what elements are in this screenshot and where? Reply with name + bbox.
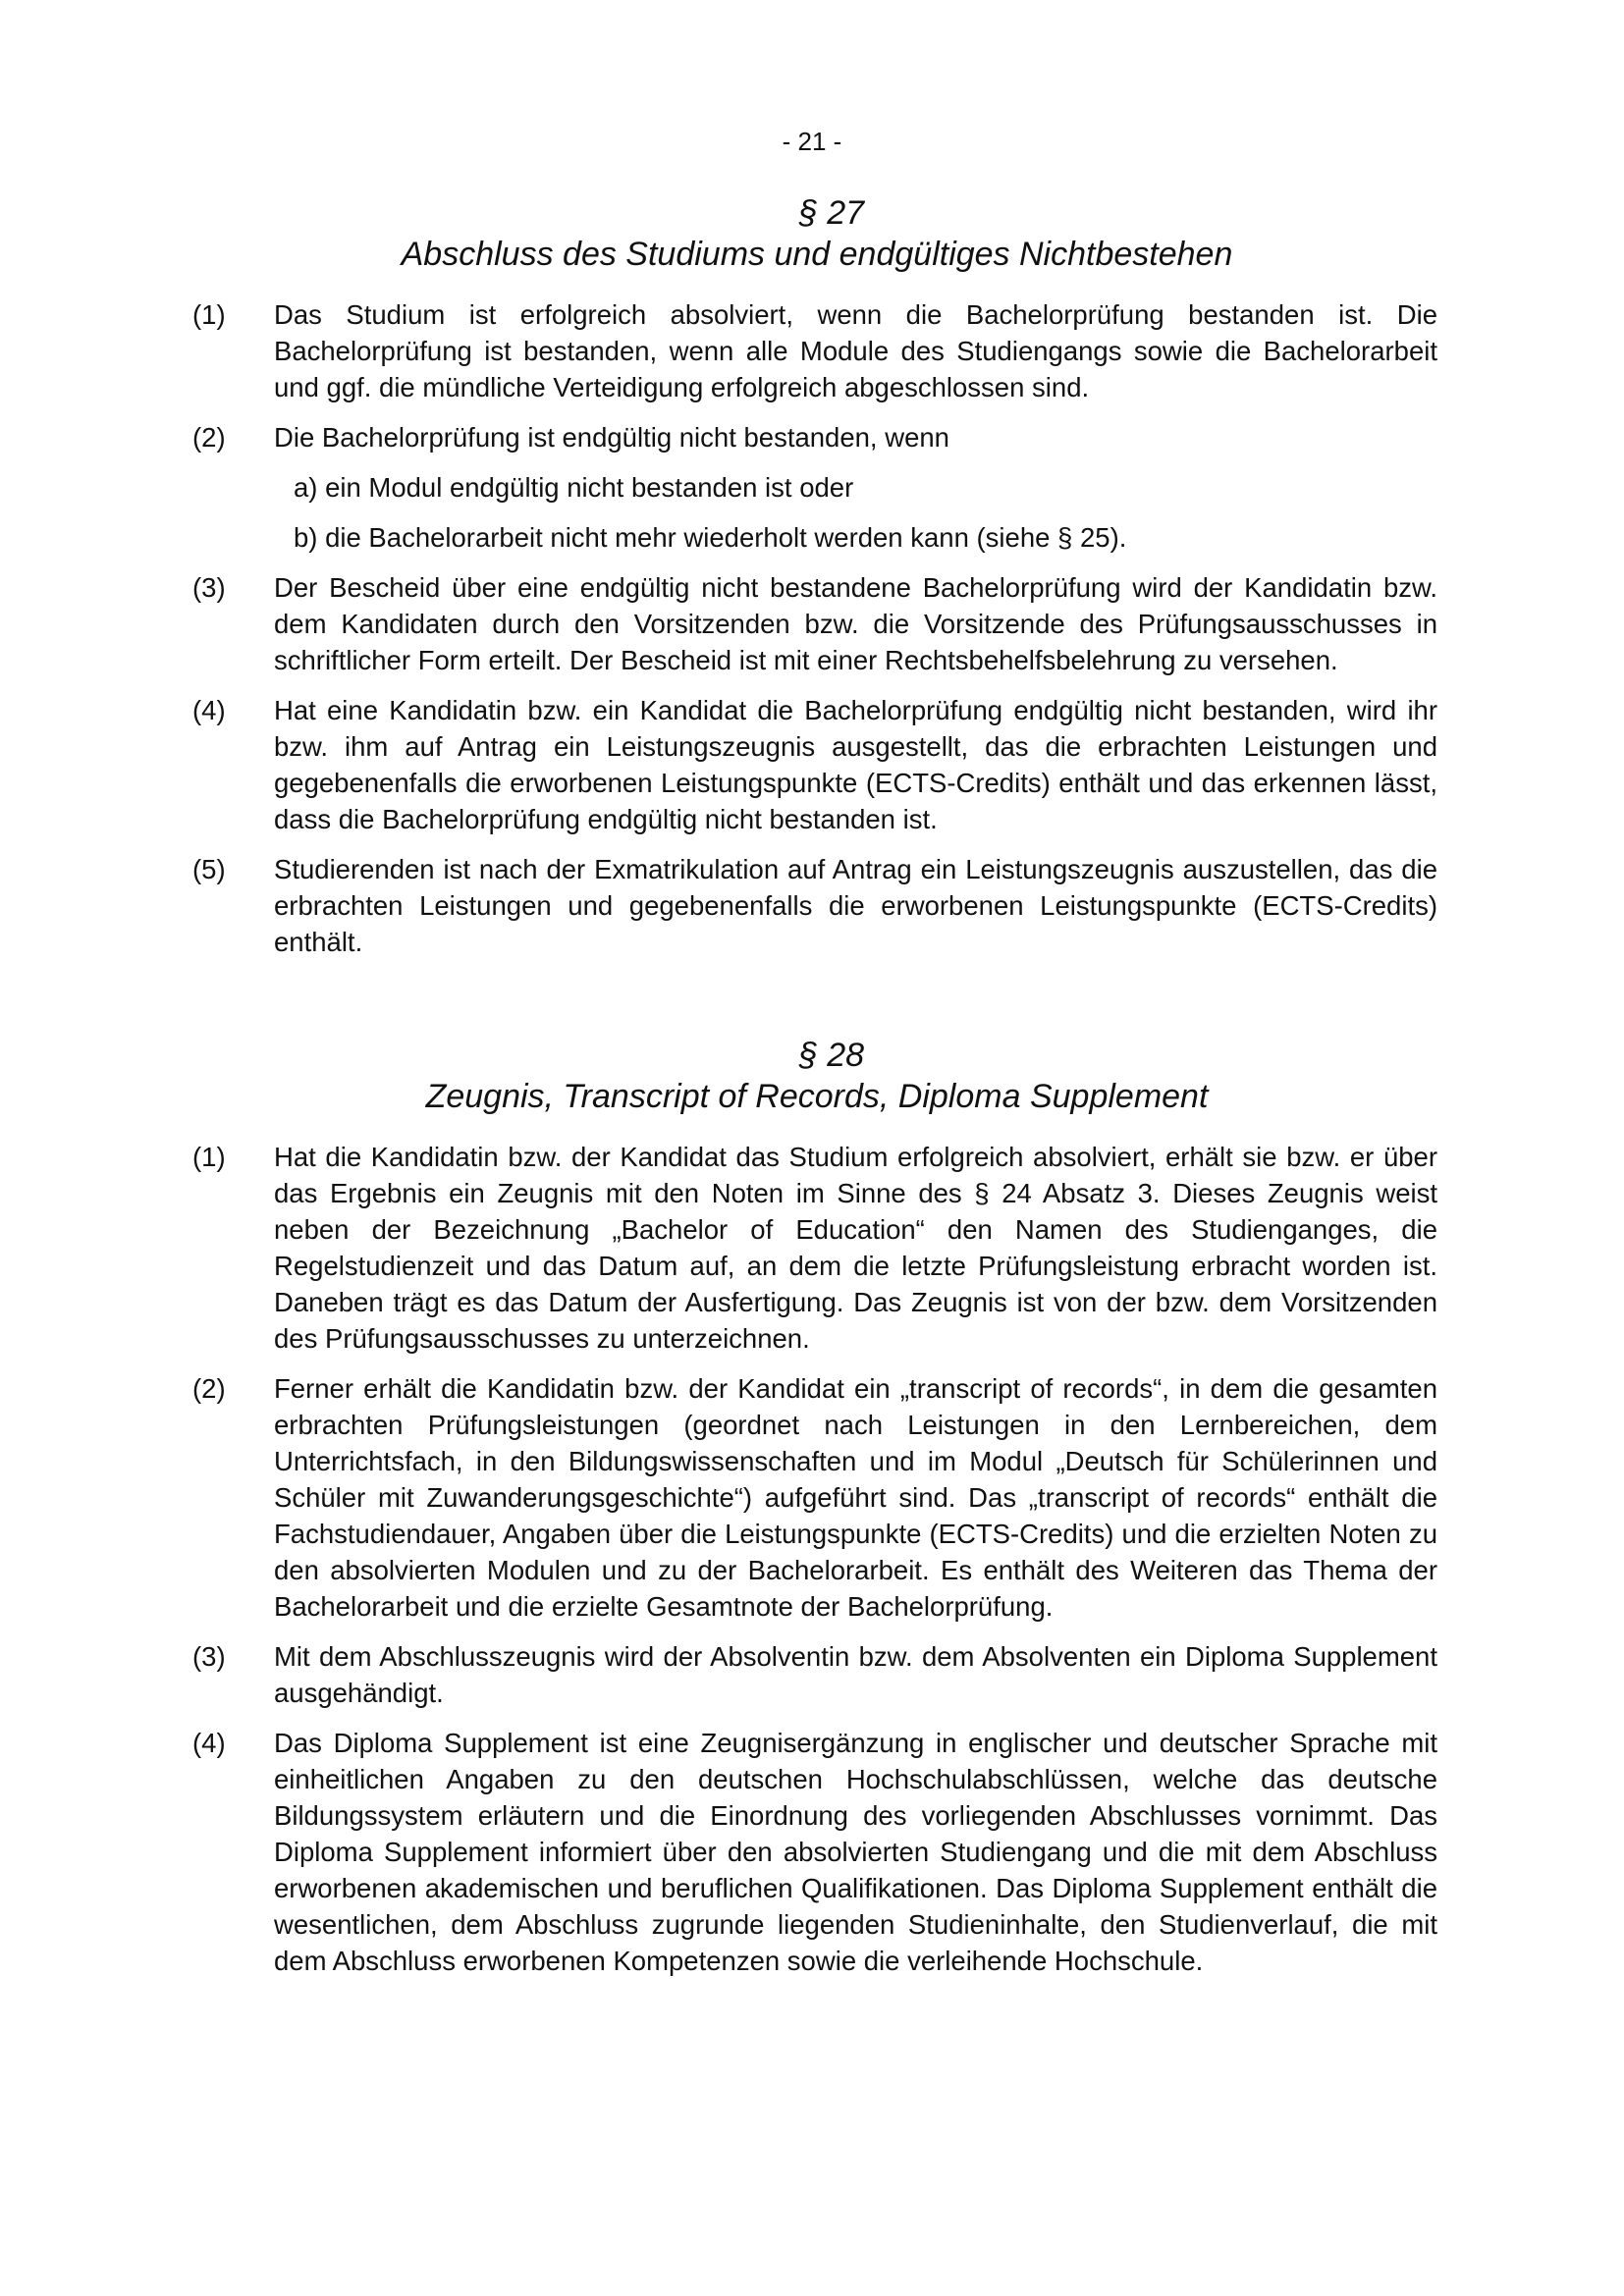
page-number: - 21 - — [782, 127, 842, 156]
section-28 — [0, 1035, 1624, 1979]
paragraph — [192, 1370, 1437, 1625]
paragraph — [192, 419, 1437, 455]
paragraph — [192, 1638, 1437, 1711]
paragraph-text: Die Bachelorprüfung ist endgültig nicht bestanden, wenn — [274, 422, 949, 453]
section-title: Abschluss des Studiums und endgültiges Nichtbestehen — [401, 236, 1233, 273]
section-27 — [0, 192, 1624, 960]
paragraph-text: Ferner erhält die Kandidatin bzw. der Kandidat ein „transcript of records“, in dem die gesamten erbrachten Prüfungsleistungen (geordnet nach Leistungen in den Lernbereichen, dem Unterrichtsfach, in den Bildungswissenschaften und im Modul „Deutsch für Schülerinnen und Schüler mit Zuwanderungsgeschichte“) aufgeführt sind. Das „transcript of records“ enthält die Fachstudiendauer, Angaben über die Leistungspunkte (ECTS-Credits) und die erzielten Noten zu den absolvierten Modulen und zu der Bachelorarbeit. Es enthält des Weiteren das Thema der Bachelorarbeit und die erzielte Gesamtnote der Bachelorprüfung. — [274, 1373, 1437, 1622]
list-item: b) die Bachelorarbeit nicht mehr wiederholt werden kann (siehe § 25). — [294, 522, 1127, 553]
section-number: § 28 — [798, 1037, 865, 1074]
paragraph — [192, 692, 1437, 837]
paragraph-number: (3) — [192, 572, 226, 603]
paragraph-number: (4) — [192, 1728, 226, 1758]
paragraph-text: Das Studium ist erfolgreich absolviert, wenn die Bachelorprüfung bestanden ist. Die Bachelorprüfung ist bestanden, wenn alle Module des Studiengangs sowie die Bachelorarbeit und ggf. die mündliche Verteidigung erfolgreich abgeschlossen sind. — [274, 299, 1437, 402]
paragraph-number: (1) — [192, 1142, 226, 1172]
list-item: a) ein Modul endgültig nicht bestanden ist oder — [294, 472, 854, 503]
paragraph-text: Hat die Kandidatin bzw. der Kandidat das Studium erfolgreich absolviert, erhält sie bzw. er über das Ergebnis ein Zeugnis mit den Noten im Sinne des § 24 Absatz 3. Dieses Zeugnis weist neben der Bezeichnung „Bachelor of Education“ den Namen des Studienganges, die Regelstudienzeit und das Datum auf, an dem die letzte Prüfungsleistung erbracht worden ist. Daneben trägt es das Datum der Ausfertigung. Das Zeugnis ist von der bzw. dem Vorsitzenden des Prüfungsausschusses zu unterzeichnen. — [274, 1142, 1437, 1354]
paragraph-number: (4) — [192, 695, 226, 725]
paragraph-text: Der Bescheid über eine endgültig nicht bestandene Bachelorprüfung wird der Kandidatin bzw. dem Kandidaten durch den Vorsitzenden bzw. die Vorsitzende des Prüfungsausschusses in schriftlicher Form erteilt. Der Bescheid ist mit einer Rechtsbehelfsbelehrung zu versehen. — [274, 572, 1437, 675]
section-title: Zeugnis, Transcript of Records, Diploma Supplement — [425, 1078, 1209, 1115]
paragraph-text: Hat eine Kandidatin bzw. ein Kandidat die Bachelorprüfung endgültig nicht bestanden, wird ihr bzw. ihm auf Antrag ein Leistungszeugnis ausgestellt, das die erbrachten Leistungen und gegebenenfalls die erworbenen Leistungspunkte (ECTS-Credits) enthält und das erkennen lässt, dass die Bachelorprüfung endgültig nicht bestanden ist. — [274, 695, 1437, 834]
paragraph-text: Das Diploma Supplement ist eine Zeugnisergänzung in englischer und deutscher Sprache mit einheitlichen Angaben zu den deutschen Hochschulabschlüssen, welche das deutsche Bildungssystem erläutern und die Einordnung des vorliegenden Abschlusses vornimmt. Das Diploma Supplement informiert über den absolvierten Studiengang und die mit dem Abschluss erworbenen akademischen und beruflichen Qualifikationen. Das Diploma Supplement enthält die wesentlichen, dem Abschluss zugrunde liegenden Studieninhalte, den Studienverlauf, die mit dem Abschluss erworbenen Kompetenzen sowie die verleihende Hochschule. — [274, 1728, 1437, 1976]
paragraph — [192, 851, 1437, 960]
paragraph — [192, 1725, 1437, 1979]
paragraph-text: Studierenden ist nach der Exmatrikulation auf Antrag ein Leistungszeugnis auszustellen, das die erbrachten Leistungen und gegebenenfalls die erworbenen Leistungspunkte (ECTS-Credits) enthält. — [274, 854, 1437, 957]
paragraph-number: (1) — [192, 299, 226, 330]
paragraph — [192, 1139, 1437, 1357]
paragraph-number: (5) — [192, 854, 226, 884]
paragraph-text: Mit dem Abschlusszeugnis wird der Absolventin bzw. dem Absolventen ein Diploma Supplement ausgehändigt. — [274, 1641, 1437, 1708]
paragraph-number: (2) — [192, 1373, 226, 1404]
section-number: § 27 — [798, 194, 865, 232]
paragraph-number: (3) — [192, 1641, 226, 1672]
paragraph-number: (2) — [192, 422, 226, 453]
paragraph — [192, 296, 1437, 405]
paragraph — [192, 569, 1437, 678]
